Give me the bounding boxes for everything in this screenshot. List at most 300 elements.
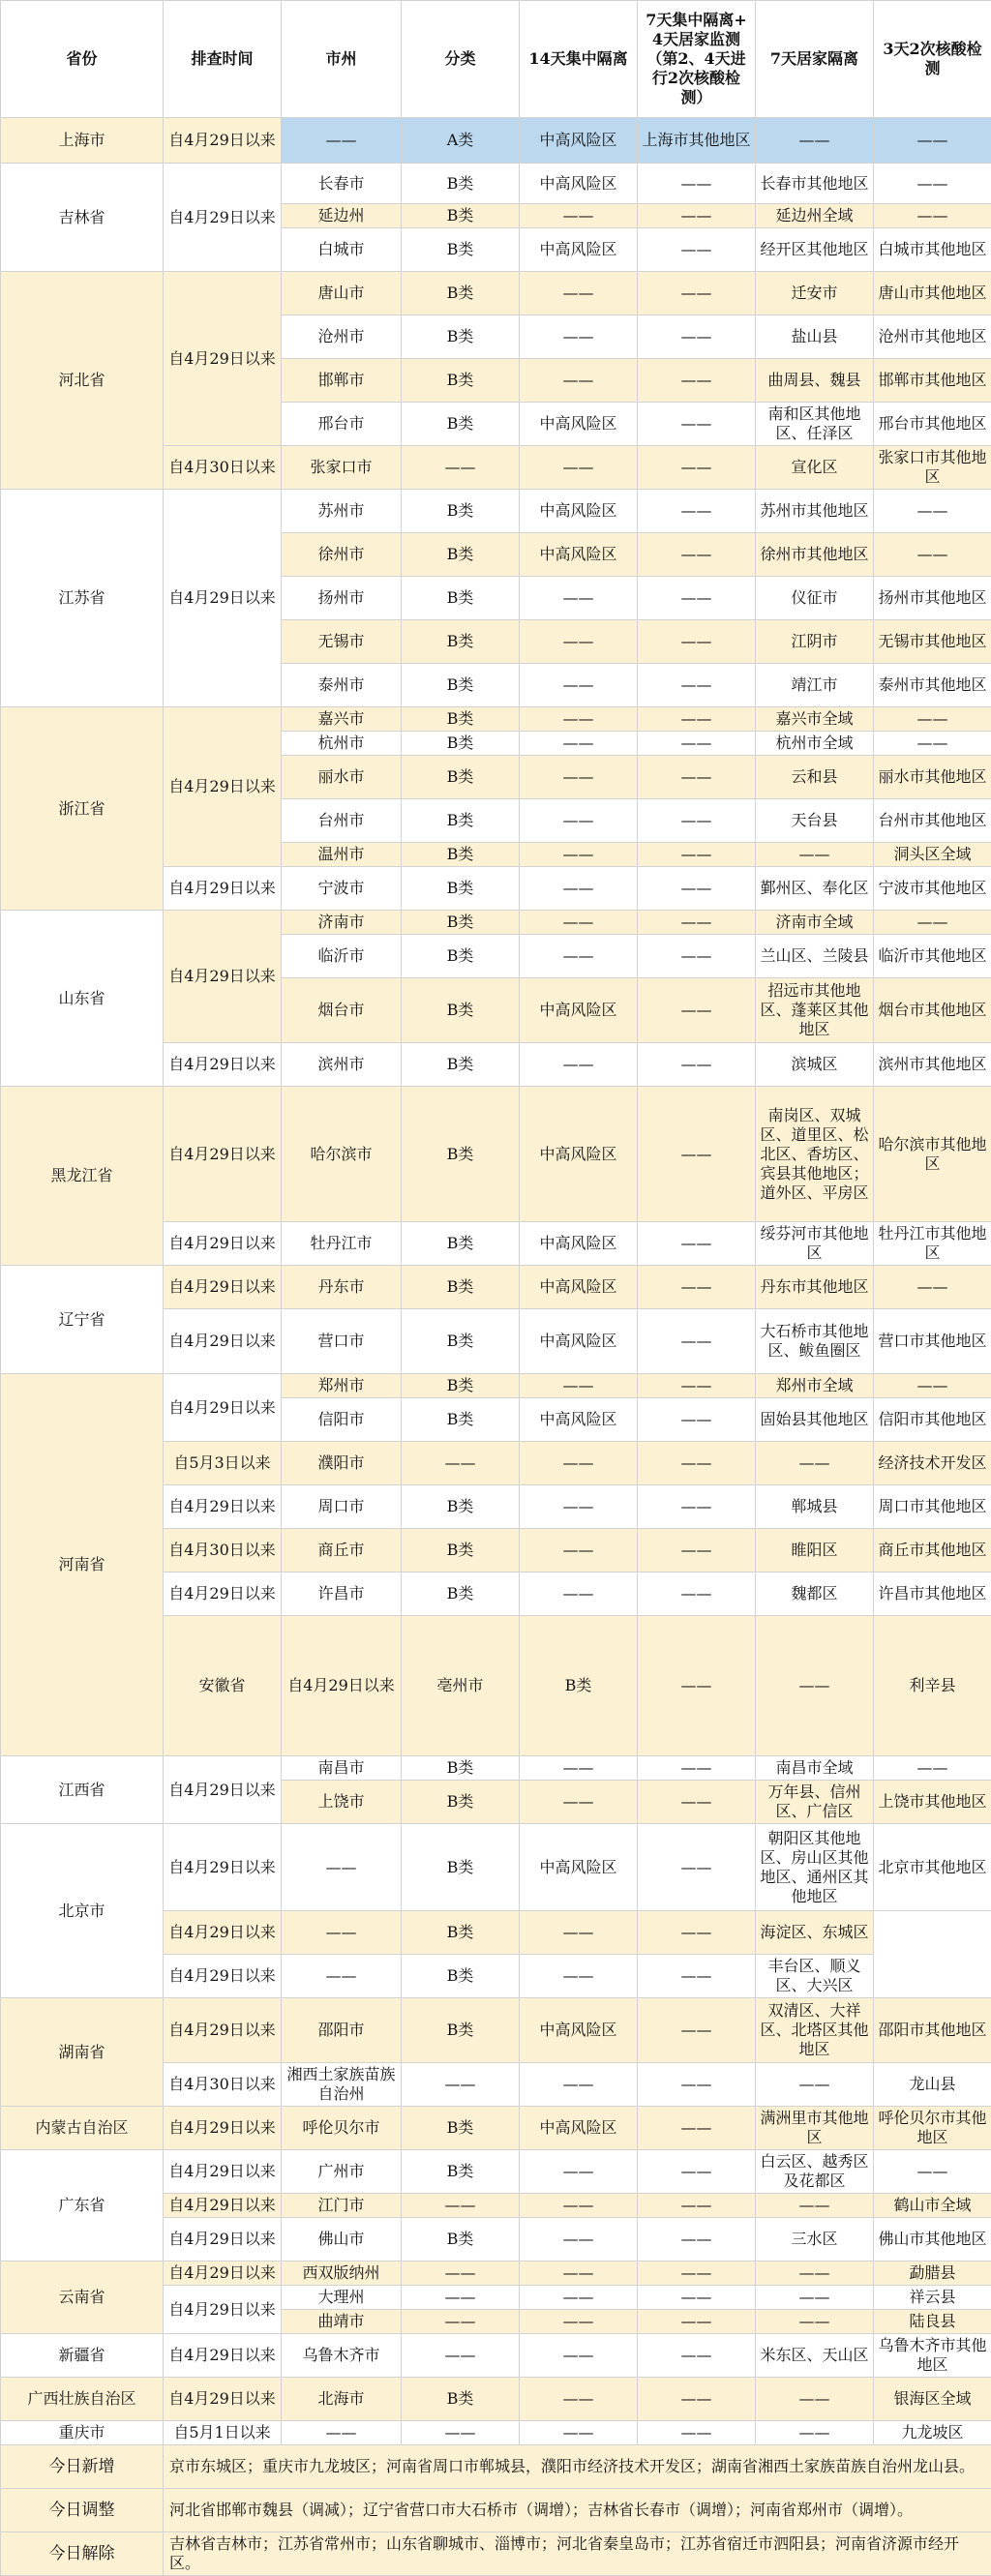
time-cell: 自4月29日以来 bbox=[164, 1824, 282, 1911]
nat-cell: —— bbox=[874, 164, 991, 204]
category-cell: B类 bbox=[402, 577, 520, 620]
time-cell: 自5月1日以来 bbox=[164, 2421, 282, 2445]
province-cell: 辽宁省 bbox=[1, 1266, 164, 1374]
header-14day-quarantine: 14天集中隔离 bbox=[520, 1, 638, 118]
c7-cell: —— bbox=[638, 359, 756, 403]
city-cell: 西双版纳州 bbox=[282, 2261, 402, 2286]
table-row bbox=[1, 490, 991, 533]
time-cell: 自4月29日以来 bbox=[164, 2194, 282, 2218]
category-cell: B类 bbox=[402, 164, 520, 204]
header-province: 省份 bbox=[1, 1, 164, 118]
home-cell: 绥芬河市其他地区 bbox=[756, 1222, 874, 1266]
c7-cell: —— bbox=[638, 315, 756, 359]
home-cell: 海淀区、东城区 bbox=[756, 1911, 874, 1955]
time-cell: 自4月29日以来 bbox=[164, 490, 282, 707]
home-cell: 盐山县 bbox=[756, 315, 874, 359]
c7-cell: —— bbox=[638, 1374, 756, 1398]
table-row bbox=[1, 1374, 991, 1398]
category-cell: —— bbox=[402, 2063, 520, 2107]
time-cell: 自4月29日以来 bbox=[164, 911, 282, 1043]
home-cell: 天台县 bbox=[756, 799, 874, 843]
c7-cell: —— bbox=[638, 1087, 756, 1222]
city-cell: 商丘市 bbox=[282, 1529, 402, 1573]
city-cell: 南昌市 bbox=[282, 1756, 402, 1781]
nat-cell: 乌鲁木齐市其他地区 bbox=[874, 2334, 991, 2378]
c7-cell: —— bbox=[638, 1043, 756, 1087]
category-cell: B类 bbox=[402, 204, 520, 228]
nat-cell: 无锡市其他地区 bbox=[874, 620, 991, 664]
c7-cell: —— bbox=[638, 1529, 756, 1573]
category-cell: B类 bbox=[402, 1911, 520, 1955]
nat-cell: 临沂市其他地区 bbox=[874, 935, 991, 978]
city-cell: 苏州市 bbox=[282, 490, 402, 533]
city-cell: —— bbox=[282, 118, 402, 164]
c7-cell: —— bbox=[638, 533, 756, 577]
city-cell: 郑州市 bbox=[282, 1374, 402, 1398]
province-cell: 山东省 bbox=[1, 911, 164, 1087]
c14-cell: 中高风险区 bbox=[520, 1309, 638, 1374]
table-row bbox=[1, 707, 991, 732]
nat-cell: 白城市其他地区 bbox=[874, 228, 991, 272]
home-cell: 徐州市其他地区 bbox=[756, 533, 874, 577]
province-cell: 江西省 bbox=[1, 1756, 164, 1824]
city-cell: 无锡市 bbox=[282, 620, 402, 664]
category-cell: B类 bbox=[402, 1266, 520, 1309]
time-cell: 自4月29日以来 bbox=[164, 1955, 282, 1998]
today-adjust-label: 今日调整 bbox=[1, 2489, 164, 2532]
category-cell: B类 bbox=[402, 1781, 520, 1824]
today-release-row bbox=[1, 2532, 991, 2576]
c7-cell: —— bbox=[638, 490, 756, 533]
category-cell: —— bbox=[402, 1442, 520, 1485]
c14-cell: 中高风险区 bbox=[520, 228, 638, 272]
home-cell: 曲周县、魏县 bbox=[756, 359, 874, 403]
province-cell: 河北省 bbox=[1, 272, 164, 490]
c14-cell: —— bbox=[520, 707, 638, 732]
c14-cell: 中高风险区 bbox=[520, 118, 638, 164]
city-cell: 烟台市 bbox=[282, 978, 402, 1043]
nat-cell: 银海区全域 bbox=[874, 2378, 991, 2421]
home-cell: —— bbox=[756, 2310, 874, 2334]
nat-cell: 经济技术开发区 bbox=[874, 1442, 991, 1485]
c14-cell: —— bbox=[520, 1529, 638, 1573]
category-cell: B类 bbox=[402, 911, 520, 935]
category-cell: B类 bbox=[402, 756, 520, 799]
nat-cell: 沧州市其他地区 bbox=[874, 315, 991, 359]
c14-cell: 中高风险区 bbox=[520, 403, 638, 446]
table-row bbox=[1, 2150, 991, 2194]
province-cell: 浙江省 bbox=[1, 707, 164, 911]
category-cell: —— bbox=[402, 2334, 520, 2378]
category-cell: B类 bbox=[402, 1955, 520, 1998]
nat-cell: 丽水市其他地区 bbox=[874, 756, 991, 799]
home-cell: 米东区、天山区 bbox=[756, 2334, 874, 2378]
home-cell: 嘉兴市全域 bbox=[756, 707, 874, 732]
time-cell: 自4月29日以来 bbox=[164, 1222, 282, 1266]
home-cell: 丰台区、顺义区、大兴区 bbox=[756, 1955, 874, 1998]
c14-cell: —— bbox=[520, 577, 638, 620]
c14-cell: —— bbox=[520, 1756, 638, 1781]
home-cell: 滨城区 bbox=[756, 1043, 874, 1087]
header-7day-home-quarantine: 7天居家隔离 bbox=[756, 1, 874, 118]
city-cell: 大理州 bbox=[282, 2286, 402, 2310]
c14-cell: —— bbox=[520, 2334, 638, 2378]
time-cell: 自4月29日以来 bbox=[164, 867, 282, 911]
time-cell: 自4月29日以来 bbox=[164, 2286, 282, 2334]
city-cell: 江门市 bbox=[282, 2194, 402, 2218]
c14-cell: 中高风险区 bbox=[520, 1222, 638, 1266]
c7-cell: —— bbox=[638, 164, 756, 204]
nat-cell: —— bbox=[874, 707, 991, 732]
category-cell: B类 bbox=[402, 1222, 520, 1266]
c7-cell: —— bbox=[638, 2334, 756, 2378]
nat-cell: —— bbox=[874, 1374, 991, 1398]
time-cell: 自4月29日以来 bbox=[164, 1756, 282, 1824]
time-cell: 自5月3日以来 bbox=[164, 1442, 282, 1485]
city-cell: 杭州市 bbox=[282, 732, 402, 756]
c14-cell: 中高风险区 bbox=[520, 164, 638, 204]
today-new-row bbox=[1, 2445, 991, 2489]
c14-cell: —— bbox=[520, 2150, 638, 2194]
nat-cell: —— bbox=[874, 1756, 991, 1781]
time-cell: 自4月29日以来 bbox=[164, 1374, 282, 1442]
city-cell: 周口市 bbox=[282, 1485, 402, 1529]
c7-cell: —— bbox=[638, 867, 756, 911]
time-cell: 自4月29日以来 bbox=[164, 1043, 282, 1087]
city-cell: 邢台市 bbox=[282, 403, 402, 446]
nat-cell bbox=[874, 1911, 991, 1998]
home-cell: 三水区 bbox=[756, 2218, 874, 2261]
category-cell: B类 bbox=[520, 1616, 638, 1756]
home-cell: 苏州市其他地区 bbox=[756, 490, 874, 533]
time-cell: 自4月29日以来 bbox=[164, 707, 282, 867]
city-cell: 沧州市 bbox=[282, 315, 402, 359]
c7-cell: —— bbox=[756, 1616, 874, 1756]
city-cell: 嘉兴市 bbox=[282, 707, 402, 732]
table-row bbox=[1, 1756, 991, 1781]
home-cell: —— bbox=[756, 843, 874, 867]
c7-cell: 上海市其他地区 bbox=[638, 118, 756, 164]
province-cell: 安徽省 bbox=[164, 1616, 282, 1756]
nat-cell: 滨州市其他地区 bbox=[874, 1043, 991, 1087]
c7-cell: —— bbox=[638, 732, 756, 756]
table-row bbox=[1, 164, 991, 204]
nat-cell: 九龙坡区 bbox=[874, 2421, 991, 2445]
c14-cell: —— bbox=[520, 620, 638, 664]
c7-cell: —— bbox=[638, 707, 756, 732]
c7-cell: —— bbox=[638, 2421, 756, 2445]
category-cell: B类 bbox=[402, 403, 520, 446]
category-cell: —— bbox=[402, 2261, 520, 2286]
city-cell: 长春市 bbox=[282, 164, 402, 204]
nat-cell: 邯郸市其他地区 bbox=[874, 359, 991, 403]
home-cell: 江阴市 bbox=[756, 620, 874, 664]
category-cell: B类 bbox=[402, 620, 520, 664]
city-cell: 丽水市 bbox=[282, 756, 402, 799]
today-adjust-row bbox=[1, 2489, 991, 2532]
category-cell: B类 bbox=[402, 2378, 520, 2421]
city-cell: 丹东市 bbox=[282, 1266, 402, 1309]
c14-cell: —— bbox=[520, 2286, 638, 2310]
c7-cell: —— bbox=[638, 756, 756, 799]
home-cell: 大石桥市其他地区、鲅鱼圈区 bbox=[756, 1309, 874, 1374]
c14-cell: —— bbox=[520, 359, 638, 403]
c7-cell: —— bbox=[638, 2310, 756, 2334]
province-cell: 北京市 bbox=[1, 1824, 164, 1998]
home-cell: 经开区其他地区 bbox=[756, 228, 874, 272]
c7-cell: —— bbox=[638, 577, 756, 620]
c14-cell: 中高风险区 bbox=[520, 533, 638, 577]
city-cell: 滨州市 bbox=[282, 1043, 402, 1087]
time-cell: 自4月29日以来 bbox=[164, 1911, 282, 1955]
nat-cell: 上饶市其他地区 bbox=[874, 1781, 991, 1824]
city-cell: 曲靖市 bbox=[282, 2310, 402, 2334]
time-cell: 自4月29日以来 bbox=[164, 1485, 282, 1529]
table-row bbox=[1, 1087, 991, 1222]
province-cell: 广东省 bbox=[1, 2150, 164, 2261]
c14-cell: —— bbox=[638, 1616, 756, 1756]
category-cell: B类 bbox=[402, 272, 520, 315]
c7-cell: —— bbox=[638, 403, 756, 446]
home-cell: 固始县其他地区 bbox=[756, 1398, 874, 1442]
c14-cell: —— bbox=[520, 446, 638, 490]
province-cell: 广西壮族自治区 bbox=[1, 2378, 164, 2421]
nat-cell: 哈尔滨市其他地区 bbox=[874, 1087, 991, 1222]
table-row bbox=[1, 272, 991, 315]
city-cell: 牡丹江市 bbox=[282, 1222, 402, 1266]
time-cell: 自4月29日以来 bbox=[164, 2261, 282, 2286]
home-cell: 朝阳区其他地区、房山区其他地区、通州区其他地区 bbox=[756, 1824, 874, 1911]
time-cell: 自4月29日以来 bbox=[164, 272, 282, 446]
header-7day-quarantine-home: 7天集中隔离+4天居家监测（第2、4天进行2次核酸检测） bbox=[638, 1, 756, 118]
category-cell: B类 bbox=[402, 1309, 520, 1374]
home-cell: 宣化区 bbox=[756, 446, 874, 490]
c7-cell: —— bbox=[638, 1485, 756, 1529]
category-cell: B类 bbox=[402, 1573, 520, 1616]
nat-cell: —— bbox=[874, 490, 991, 533]
city-cell: 佛山市 bbox=[282, 2218, 402, 2261]
c14-cell: 中高风险区 bbox=[520, 1998, 638, 2063]
city-cell: 北海市 bbox=[282, 2378, 402, 2421]
home-cell: —— bbox=[756, 2421, 874, 2445]
home-cell: 南和区其他地区、任泽区 bbox=[756, 403, 874, 446]
c14-cell: 中高风险区 bbox=[520, 1087, 638, 1222]
c7-cell: —— bbox=[638, 935, 756, 978]
c14-cell: —— bbox=[520, 2261, 638, 2286]
c7-cell: —— bbox=[638, 1309, 756, 1374]
category-cell: B类 bbox=[402, 2150, 520, 2194]
nat-cell: —— bbox=[874, 118, 991, 164]
c14-cell: —— bbox=[520, 867, 638, 911]
city-cell: 哈尔滨市 bbox=[282, 1087, 402, 1222]
time-cell: 自4月29日以来 bbox=[164, 1998, 282, 2063]
home-cell: 济南市全域 bbox=[756, 911, 874, 935]
today-release-text: 吉林省吉林市；江苏省常州市；山东省聊城市、淄博市；河北省秦皇岛市；江苏省宿迁市泗阳县；河南省济源市经开区。 bbox=[164, 2532, 991, 2576]
home-cell: 利辛县 bbox=[874, 1616, 991, 1756]
today-new-label: 今日新增 bbox=[1, 2445, 164, 2489]
city-cell: 广州市 bbox=[282, 2150, 402, 2194]
time-cell: 自4月29日以来 bbox=[164, 164, 282, 272]
nat-cell: —— bbox=[874, 911, 991, 935]
home-cell: —— bbox=[756, 2261, 874, 2286]
c7-cell: —— bbox=[638, 911, 756, 935]
c14-cell: —— bbox=[520, 204, 638, 228]
time-cell: 自4月29日以来 bbox=[164, 1266, 282, 1309]
city-cell: 扬州市 bbox=[282, 577, 402, 620]
nat-cell: 北京市其他地区 bbox=[874, 1824, 991, 1911]
c7-cell: —— bbox=[638, 2378, 756, 2421]
nat-cell: 周口市其他地区 bbox=[874, 1485, 991, 1529]
category-cell: B类 bbox=[402, 315, 520, 359]
home-cell: 迁安市 bbox=[756, 272, 874, 315]
nat-cell: 邢台市其他地区 bbox=[874, 403, 991, 446]
nat-cell: —— bbox=[874, 204, 991, 228]
nat-cell: —— bbox=[874, 2150, 991, 2194]
category-cell: B类 bbox=[402, 1529, 520, 1573]
city-cell: 许昌市 bbox=[282, 1573, 402, 1616]
c14-cell: —— bbox=[520, 799, 638, 843]
home-cell: 双清区、大祥区、北塔区其他地区 bbox=[756, 1998, 874, 2063]
home-cell: —— bbox=[756, 2063, 874, 2107]
province-cell: 新疆省 bbox=[1, 2334, 164, 2378]
nat-cell: —— bbox=[874, 1266, 991, 1309]
c7-cell: —— bbox=[638, 2107, 756, 2150]
nat-cell: 邵阳市其他地区 bbox=[874, 1998, 991, 2063]
home-cell: 南岗区、双城区、道里区、松北区、香坊区、宾县其他地区；道外区、平房区 bbox=[756, 1087, 874, 1222]
c14-cell: 中高风险区 bbox=[520, 2107, 638, 2150]
c14-cell: —— bbox=[520, 1485, 638, 1529]
time-cell: 自4月30日以来 bbox=[164, 1529, 282, 1573]
time-cell: 自4月29日以来 bbox=[164, 1309, 282, 1374]
nat-cell: 龙山县 bbox=[874, 2063, 991, 2107]
c7-cell: —— bbox=[638, 446, 756, 490]
category-cell: —— bbox=[402, 2286, 520, 2310]
c7-cell: —— bbox=[638, 799, 756, 843]
c7-cell: —— bbox=[638, 272, 756, 315]
c7-cell: —— bbox=[638, 2150, 756, 2194]
home-cell: 延边州全域 bbox=[756, 204, 874, 228]
c7-cell: —— bbox=[638, 2261, 756, 2286]
nat-cell: —— bbox=[874, 732, 991, 756]
c7-cell: —— bbox=[638, 978, 756, 1043]
today-adjust-text: 河北省邯郸市魏县（调减）；辽宁省营口市大石桥市（调增）；吉林省长春市（调增）；河南省郑州市（调增）。 bbox=[164, 2489, 991, 2532]
c14-cell: 中高风险区 bbox=[520, 490, 638, 533]
time-cell: 自4月29日以来 bbox=[164, 2378, 282, 2421]
c14-cell: —— bbox=[520, 2421, 638, 2445]
city-cell: 上饶市 bbox=[282, 1781, 402, 1824]
home-cell: 郸城县 bbox=[756, 1485, 874, 1529]
c7-cell: —— bbox=[638, 620, 756, 664]
category-cell: B类 bbox=[402, 867, 520, 911]
city-cell: 营口市 bbox=[282, 1309, 402, 1374]
time-cell: 自4月29日以来 bbox=[282, 1616, 402, 1756]
nat-cell: —— bbox=[874, 533, 991, 577]
time-cell: 自4月30日以来 bbox=[164, 2063, 282, 2107]
nat-cell: 陆良县 bbox=[874, 2310, 991, 2334]
nat-cell: 烟台市其他地区 bbox=[874, 978, 991, 1043]
c14-cell: —— bbox=[520, 843, 638, 867]
table-row bbox=[1, 911, 991, 935]
time-cell: 自4月29日以来 bbox=[164, 1573, 282, 1616]
c14-cell: —— bbox=[520, 2063, 638, 2107]
city-cell: 临沂市 bbox=[282, 935, 402, 978]
category-cell: B类 bbox=[402, 533, 520, 577]
table-row bbox=[1, 118, 991, 164]
c7-cell: —— bbox=[638, 228, 756, 272]
today-release-label: 今日解除 bbox=[1, 2532, 164, 2576]
c14-cell: —— bbox=[520, 2218, 638, 2261]
nat-cell: 许昌市其他地区 bbox=[874, 1573, 991, 1616]
nat-cell: 信阳市其他地区 bbox=[874, 1398, 991, 1442]
category-cell: A类 bbox=[402, 118, 520, 164]
c14-cell: —— bbox=[520, 664, 638, 707]
city-cell: 宁波市 bbox=[282, 867, 402, 911]
category-cell: B类 bbox=[402, 978, 520, 1043]
home-cell: 招远市其他地区、蓬莱区其他地区 bbox=[756, 978, 874, 1043]
c14-cell: —— bbox=[520, 2194, 638, 2218]
city-cell: 唐山市 bbox=[282, 272, 402, 315]
city-cell: 台州市 bbox=[282, 799, 402, 843]
home-cell: —— bbox=[756, 1442, 874, 1485]
c7-cell: —— bbox=[638, 2194, 756, 2218]
category-cell: B类 bbox=[402, 732, 520, 756]
time-cell: 自4月29日以来 bbox=[164, 2107, 282, 2150]
home-cell: 云和县 bbox=[756, 756, 874, 799]
c7-cell: —— bbox=[638, 1573, 756, 1616]
c7-cell: —— bbox=[638, 1955, 756, 1998]
nat-cell: 宁波市其他地区 bbox=[874, 867, 991, 911]
category-cell: B类 bbox=[402, 228, 520, 272]
table-row bbox=[1, 2378, 991, 2421]
home-cell: —— bbox=[756, 118, 874, 164]
city-cell: 张家口市 bbox=[282, 446, 402, 490]
c14-cell: —— bbox=[520, 315, 638, 359]
city-cell: 济南市 bbox=[282, 911, 402, 935]
c14-cell: —— bbox=[520, 756, 638, 799]
time-cell: 自4月29日以来 bbox=[164, 1087, 282, 1222]
header-row bbox=[1, 1, 991, 118]
city-cell: 白城市 bbox=[282, 228, 402, 272]
home-cell: 魏都区 bbox=[756, 1573, 874, 1616]
city-cell: 徐州市 bbox=[282, 533, 402, 577]
nat-cell: 呼伦贝尔市其他地区 bbox=[874, 2107, 991, 2150]
table-row bbox=[1, 2334, 991, 2378]
home-cell: 长春市其他地区 bbox=[756, 164, 874, 204]
nat-cell: 鹤山市全域 bbox=[874, 2194, 991, 2218]
category-cell: B类 bbox=[402, 664, 520, 707]
city-cell: 湘西土家族苗族自治州 bbox=[282, 2063, 402, 2107]
category-cell: B类 bbox=[402, 707, 520, 732]
home-cell: —— bbox=[756, 2378, 874, 2421]
category-cell: B类 bbox=[402, 490, 520, 533]
home-cell: 兰山区、兰陵县 bbox=[756, 935, 874, 978]
category-cell: —— bbox=[402, 446, 520, 490]
home-cell: 鄞州区、奉化区 bbox=[756, 867, 874, 911]
c7-cell: —— bbox=[638, 2218, 756, 2261]
city-cell: 泰州市 bbox=[282, 664, 402, 707]
category-cell: B类 bbox=[402, 843, 520, 867]
category-cell: B类 bbox=[402, 935, 520, 978]
nat-cell: 佛山市其他地区 bbox=[874, 2218, 991, 2261]
time-cell: 自4月29日以来 bbox=[164, 2150, 282, 2194]
c14-cell: —— bbox=[520, 911, 638, 935]
table-row bbox=[1, 2107, 991, 2150]
home-cell: —— bbox=[756, 2286, 874, 2310]
category-cell: B类 bbox=[402, 1087, 520, 1222]
c7-cell: —— bbox=[638, 204, 756, 228]
c7-cell: —— bbox=[638, 1222, 756, 1266]
province-cell: 内蒙古自治区 bbox=[1, 2107, 164, 2150]
